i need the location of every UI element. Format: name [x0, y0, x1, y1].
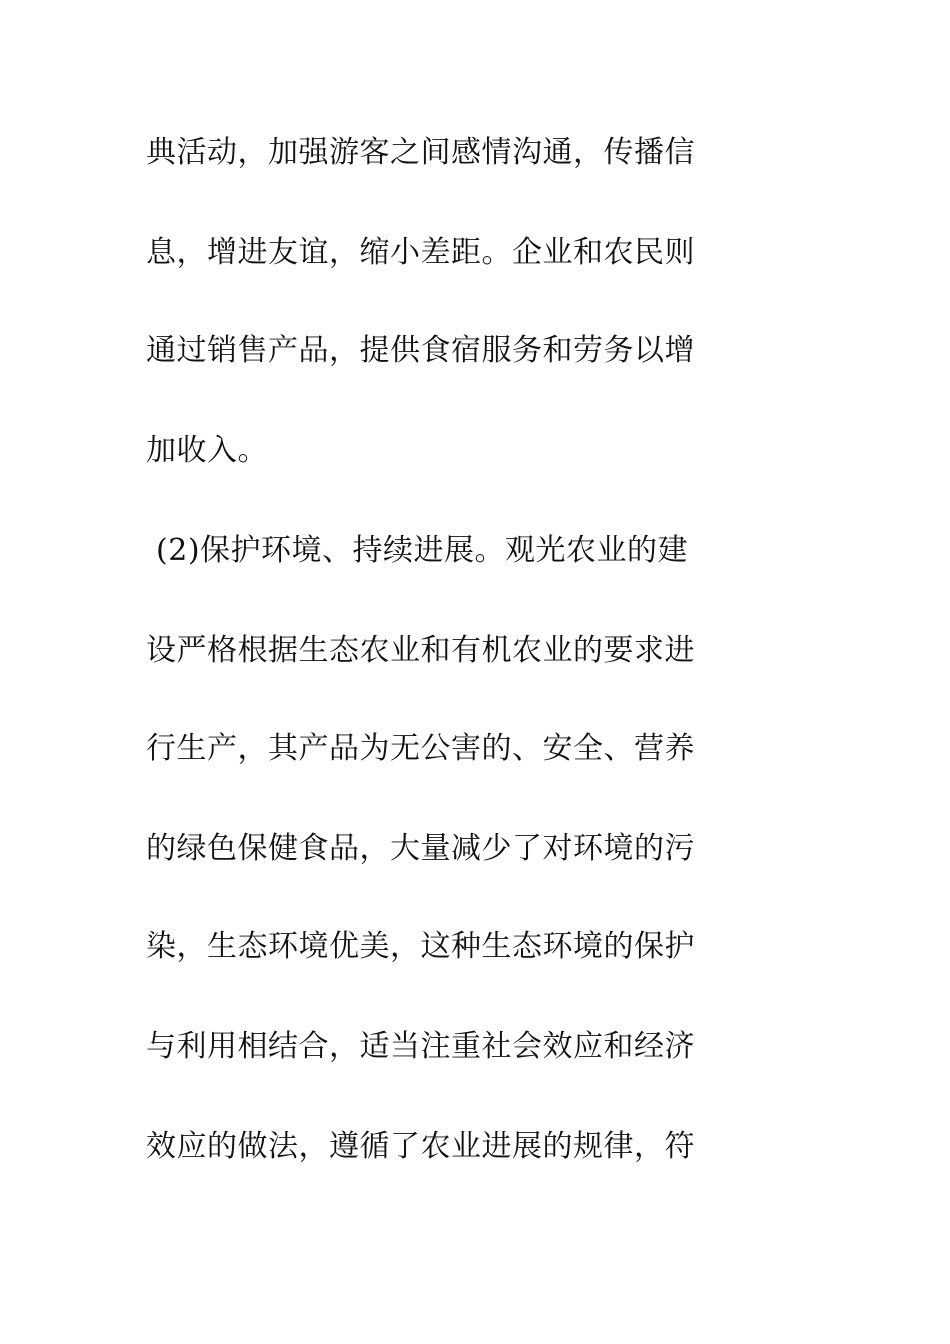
text-line: 与利用相结合，适当注重社会效应和经济 [146, 1029, 695, 1064]
text-line: 设严格根据生态农业和有机农业的要求进 [146, 633, 695, 668]
text-line: 通过销售产品，提供食宿服务和劳务以增 [146, 333, 695, 368]
paragraph-start-line: (2)保护环境、持续进展。观光农业的建 [146, 533, 689, 568]
text-line: 的绿色保健食品，大量减少了对环境的污 [146, 831, 695, 866]
text-line: 染，生态环境优美，这种生态环境的保护 [146, 929, 695, 964]
text-line: 息，增进友谊，缩小差距。企业和农民则 [146, 235, 695, 270]
text-line: 加收入。 [146, 433, 268, 468]
text-line: 典活动，加强游客之间感情沟通，传播信 [146, 135, 695, 170]
text-line: 效应的做法，遵循了农业进展的规律，符 [146, 1129, 695, 1164]
text-line: 行生产，其产品为无公害的、安全、营养 [146, 731, 695, 766]
